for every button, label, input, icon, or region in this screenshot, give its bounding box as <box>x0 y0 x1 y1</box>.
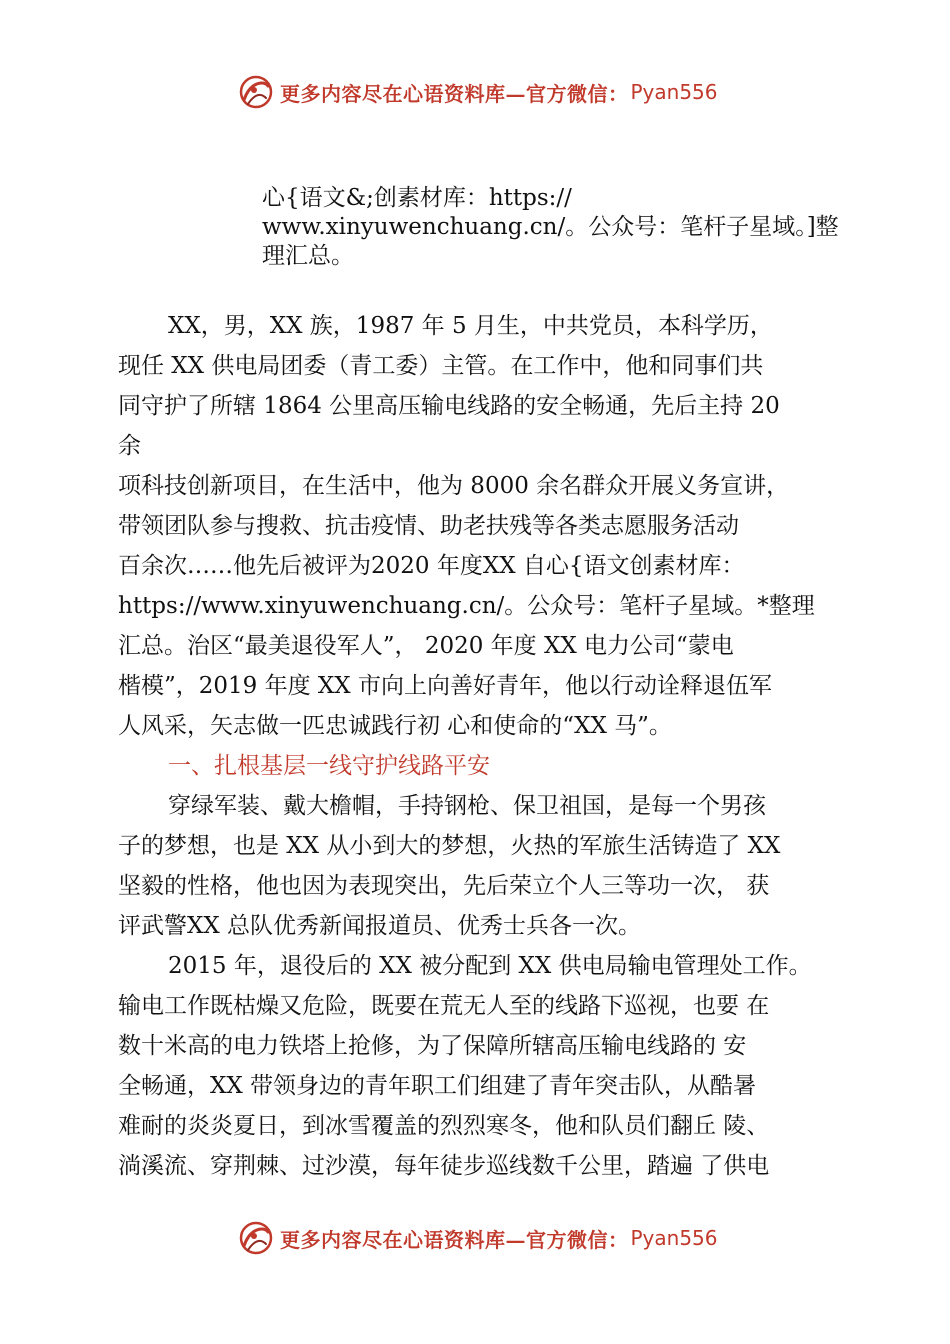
body-line: 淌溪流、穿荆棘、过沙漠，每年徒步巡线数千公里，踏遍 了供电 <box>118 1153 770 1179</box>
footer-banner <box>236 1216 756 1260</box>
body-line: 难耐的炎炎夏日，到冰雪覆盖的烈烈寒冬，他和队员们翻丘 陵、 <box>118 1113 770 1139</box>
body-line: 全畅通，XX 带领身边的青年职工们组建了青年突击队，从酷暑 <box>118 1073 757 1099</box>
body-line: 输电工作既枯燥又危险，既要在荒无人至的线路下巡视，也要 在 <box>118 993 770 1019</box>
header-banner <box>236 70 756 114</box>
banner-text: 更多内容尽在心语资料库—官方微信： <box>280 81 629 106</box>
body-line: 数十米高的电力铁塔上抢修，为了保障所辖高压输电线路的 安 <box>118 1033 747 1059</box>
source-note-line: 理汇总。 <box>262 243 354 269</box>
body-line: 穿绿军装、戴大檐帽，手持钢枪、保卫祖国，是每一个男孩 <box>168 793 766 819</box>
source-note-line: www.xinyuwenchuang.cn/。公众号：笔杆子星域。]整 <box>262 214 839 240</box>
body-line: 2015 年，退役后的 XX 被分配到 XX 供电局输电管理处工作。 <box>168 953 812 979</box>
body-line: 余 <box>118 433 141 459</box>
body-line: 人风采，矢志做一匹忠诚践行初 心和使命的“XX 马”。 <box>118 713 672 739</box>
body-line: 现任 XX 供电局团委（青工委）主管。在工作中，他和同事们共 <box>118 353 764 379</box>
body-line: 百余次……他先后被评为2020 年度XX 自心{语文创素材库： <box>118 553 745 579</box>
banner-wechat-id: Pyan556 <box>630 1226 718 1250</box>
body-line: 项科技创新项目，在生活中，他为 8000 余名群众开展义务宣讲， <box>118 473 790 499</box>
swirl-logo-icon <box>236 1218 276 1258</box>
banner-text: 更多内容尽在心语资料库—官方微信： <box>280 1227 629 1252</box>
source-note <box>262 184 892 271</box>
body-line: 同守护了所辖 1864 公里高压输电线路的安全畅通，先后主持 20 <box>118 393 780 419</box>
body-line: 汇总。治区“最美退役军人”， 2020 年度 XX 电力公司“蒙电 <box>118 633 734 659</box>
swirl-logo-icon <box>236 72 276 112</box>
body-line: 子的梦想，也是 XX 从小到大的梦想，火热的军旅生活铸造了 XX <box>118 833 781 859</box>
source-note-line: 心{语文&;创素材库：https:// <box>262 185 572 211</box>
article-body <box>118 306 858 1186</box>
body-line: https://www.xinyuwenchuang.cn/。公众号：笔杆子星域。*整理 <box>118 593 815 619</box>
body-line: XX，男，XX 族，1987 年 5 月生，中共党员，本科学历， <box>168 313 773 339</box>
body-line: 楷模”，2019 年度 XX 市向上向善好青年，他以行动诠释退伍军 <box>118 673 772 699</box>
body-line: 坚毅的性格，他也因为表现突出，先后荣立个人三等功一次， 获 <box>118 873 770 899</box>
banner-wechat-id: Pyan556 <box>630 80 718 104</box>
body-line: 评武警XX 总队优秀新闻报道员、优秀士兵各一次。 <box>118 913 642 939</box>
body-line: 带领团队参与搜救、抗击疫情、助老扶残等各类志愿服务活动 <box>118 513 739 539</box>
section-heading: 一、扎根基层一线守护线路平安 <box>168 753 490 779</box>
